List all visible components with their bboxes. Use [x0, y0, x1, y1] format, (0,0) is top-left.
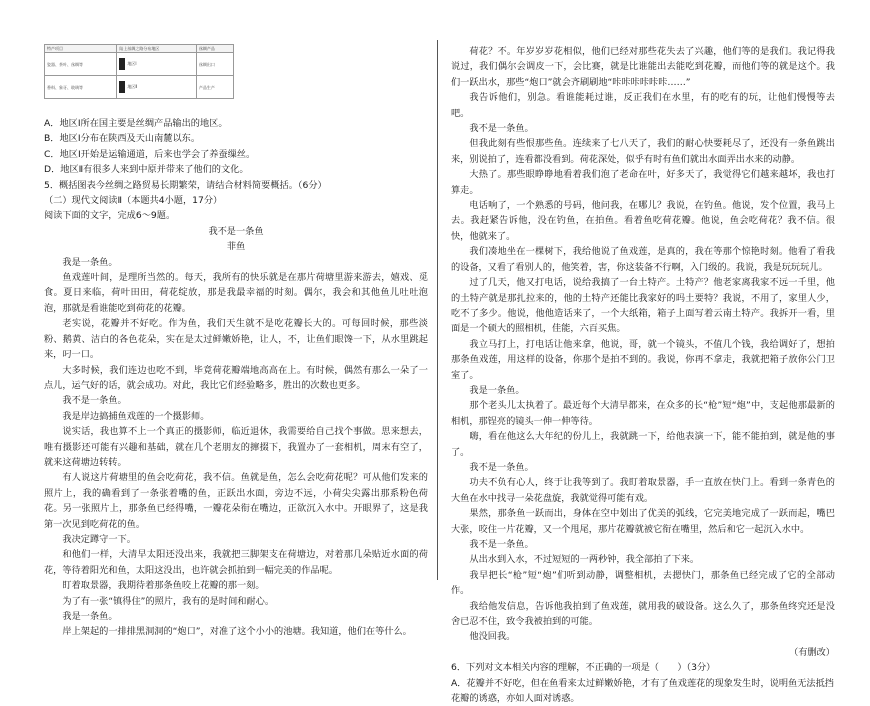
- paragraph: 我早把长“枪”短“炮”们听到动静，调整相机，去摁快门，那条鱼已经完成了它的全部动作。: [451, 569, 835, 597]
- paragraph: 果然，那条鱼一跃而出，身体在空中划出了优美的弧线，它完美地完成了一跃而起，嘴巴大张，咬住一片花瓣，又一个甩尾，那片花瓣就被它衔在嘴里，然后和它一起沉入水中。: [451, 508, 835, 535]
- option-b: B．地区Ⅰ分布在陕西及天山南麓以东。: [44, 133, 201, 145]
- paragraph: 和他们一样，大清早太阳还没出来，我就把三脚架支在荷塘边，对着那几朵贴近水面的荷花，等待着阳光和鱼，太阳这没出，也许就会抓拍到一幅完美的作品呢。: [44, 549, 428, 576]
- paragraph: 盯着取景器，我期待着那条鱼咬上花瓣的那一刻。: [62, 580, 265, 592]
- paragraph: 我不是一条鱼。: [469, 123, 534, 135]
- question-6-option-a: A．花瓣并不好吃，但在鱼看来太过鲜嫩娇艳，才有了鱼戏莲花的现象发生时，说明鱼无法抵挡花瓣的诱惑，亦如人面对诱惑。: [451, 677, 834, 705]
- option-c: C．地区Ⅰ开始是运输通道，后来也学会了养蚕缫丝。: [44, 148, 256, 160]
- paragraph: 过了几天，他又打电话，说给我搞了一台土特产。土特产？他老家离我家不远一千里，他的土特产就是那扎拉来的，他的土特产还能比我家好的吗土要特？我说，不用了，家里人少，吃不了多少。他说，他他造话来了，一个大纸箱，箱子上面写着云南土特产。我拆开一看，里面是一个硕大的照相机，佳能，六百买焦。: [451, 277, 835, 335]
- paragraph: 老实说，花瓣并不好吃。作为鱼，我们天生就不是吃花瓣长大的。可每回时候，那些淡粉、鹅黄、洁白的各色花朵，实在是太过鲜嫩娇艳，让人，不，让鱼们眼馋一下，从水里跳起来，叼一口。: [44, 318, 428, 361]
- paragraph: 我是岸边搞捕鱼戏莲的一个摄影师。: [62, 410, 210, 422]
- paragraph: 我是一条鱼。: [62, 611, 118, 622]
- paragraph: 我决定蹲守一下。: [62, 533, 136, 545]
- table-cell: [117, 53, 196, 76]
- table-cell: [117, 76, 196, 99]
- paragraph: 嗨，看在他这么大年纪的份儿上，我就跳一下，给他表演一下，能不能拍到，就是他的事了。: [451, 431, 835, 458]
- paragraph: 功夫不负有心人，终于让我等到了。我盯着取景器，手一直放在快门上。看到一条青色的大鱼在水中找寻一朵花盘旋，我就觉得可能有戏。: [451, 477, 835, 504]
- table-header: 特产项目: [45, 45, 117, 53]
- story-author: 菲鱼: [226, 241, 246, 253]
- paragraph: 大热了。那些眼睁睁地看着我们泡了老命在叶，好多天了，我觉得它们越来越坏，我也打算走。: [451, 169, 835, 196]
- paragraph: 我不是一条鱼。: [469, 461, 534, 473]
- region-marker: [119, 58, 125, 70]
- right-column: [451, 44, 835, 706]
- silk-road-table: [44, 44, 234, 99]
- paragraph: 那个老头儿太执着了。最近每个大清早都来，在众多的长“枪”短“炮”中，支起他那最新的相机，那锃亮的镜头一伸一伸等待。: [451, 400, 835, 427]
- paragraph: 我是一条鱼。: [62, 256, 118, 268]
- paragraph: 荷花？不。年岁岁岁花相似，他们已经对那些花失去了兴趣，他们等的是我们。我记得我说过，我们偶尔会调皮一下，会比赛，就是比谁能出去能吃到花瓣，而他们等的就是这个。我们一跃出水，那些“炮口”就会齐刷刷地“咔咔咔咔咔咔……”: [451, 46, 835, 88]
- region-marker: [119, 81, 125, 93]
- paragraph: 大多时候，我们连边也吃不到，毕竟荷花瓣端地高高在上。有时候，偶然有那么一朵了一点儿，运气好的话，就会成功。对此，我比它们经验略多，胜出的次数也更多。: [44, 364, 428, 391]
- paragraph: 我给他发信息，告诉他我拍到了鱼戏莲，就用我的破设备。这么久了，那条鱼终究还是没舍已忍不住，致令我被拍到的可能。: [451, 600, 835, 628]
- table-cell: 丝绸出口: [196, 53, 233, 76]
- column-divider: [437, 40, 438, 580]
- paragraph: 我告诉他们，别急。看谁能耗过谁，反正我们在水里，有的吃有的玩，让他们慢慢等去吧。: [451, 92, 835, 119]
- table-header: 丝绸产品: [196, 45, 233, 53]
- paragraph: 但我此刻有些恨那些鱼。连续来了七八天了，我们的耐心快要耗尽了，还没有一条鱼跳出来，别说拍了，连看都没看到。荷花深处，似乎有时有鱼们就出水面弄出水来的动静。: [451, 138, 835, 165]
- table-cell-text: 地区Ⅰ: [127, 61, 137, 66]
- reading-instruction: 阅读下面的文字，完成6～9题。: [44, 210, 176, 222]
- table-header: 陆上丝绸之路分布地区: [117, 45, 196, 53]
- table-cell: 香料、象牙、玻璃等: [45, 76, 117, 99]
- paragraph: 电话响了，一个熟悉的号码，他问我，在哪儿？我说，在钓鱼。他说，发个位置，我马上去。我赶紧告诉他，没在钓鱼，在拍鱼。看着鱼吃荷花瓣。他说，鱼会吃荷花？我不信。很快，他就来了。: [451, 200, 835, 242]
- section-heading: （二）现代文阅读Ⅱ（本题共4小题，17分）: [44, 195, 223, 207]
- question-5: 5．概括图表今丝绸之路贸易长期繁荣，请结合材料简要概括。（6分）: [44, 179, 327, 191]
- paragraph: 我不是一条鱼。: [62, 395, 127, 407]
- paragraph: 我是一条鱼。: [469, 384, 525, 396]
- option-d: D．地区Ⅱ有很多人来到中原并带来了他们的文化。: [44, 164, 249, 176]
- paragraph: 我们凑地坐在一棵树下，我给他说了鱼戏莲，是真的，我在等那个惊艳时刻。他看了看我的设备，又看了看别人的，他笑着，害，你这装备不行啊，入门级的。我说，我是玩玩玩儿。: [451, 246, 835, 273]
- table-area: [44, 44, 428, 116]
- paragraph: 为了有一张“镇得住”的照片，我有的是时间和耐心。: [62, 595, 275, 607]
- paragraph: 我立马打上，打电话让他来拿，他说，哥，就一个镜头，不值几个钱，我给调好了，想拍那条鱼戏莲，用这样的设备，你那个是拍不到的。我说，你再不拿走，我就把箱子放你公门卫室了。: [451, 338, 835, 381]
- option-a: A．地区Ⅰ所在国主要是丝绸产品输出的地区。: [44, 118, 228, 129]
- paragraph: 从出水到入水，不过短短的一两秒钟，我全部拍了下来。: [469, 554, 700, 566]
- story-title: 我不是一条鱼: [208, 225, 264, 237]
- paragraph: 我不是一条鱼。: [469, 539, 534, 550]
- paragraph: 岸上架起的一排排黑洞洞的“炮口”，对准了这个小小的池塘。我知道，他们在等什么。: [62, 626, 412, 638]
- paragraph: 鱼戏莲叶间，是理所当然的。每天，我所有的快乐就是在那片荷塘里游来游去，嬉戏、觅食。夏日来临，荷叶田田，荷花绽放，那是我最幸福的时刻。偶尔，我会和其他鱼儿吐吐泡泡，那就是看谁能吃到荷花的花瓣。: [44, 272, 428, 314]
- paragraph: 有人说这片荷塘里的鱼会吃荷花，我不信。鱼就是鱼，怎么会吃荷花呢？可从他们发来的照片上，我的确看到了一条张着嘴的鱼，正跃出水面，旁边不远，小荷尖尖露出那系粉色荷花。另一张照片上，那条鱼已经得嘴，一瓣花朵衔在嘴边，正欲沉入水中。开眼界了，这是我第一次见到吃荷花的鱼。: [44, 472, 428, 530]
- table-cell-text: 地区Ⅱ: [127, 84, 138, 89]
- paragraph: 他没回我。: [469, 631, 516, 643]
- table-cell: 产品生产: [196, 76, 233, 99]
- table-cell: 瓷器、茶叶、丝绸等: [45, 53, 117, 76]
- paragraph: 说实话，我也算不上一个真正的摄影师，临近退休，我需要给自己找个事做。思来想去，唯有摄影还可能有兴趣和基础，就在几个老朋友的撺掇下，我置办了一套相机，周末有空了，就来这荷塘边转转。: [44, 426, 428, 468]
- question-6: 6．下列对文本相关内容的理解，不正确的一项是（ ）（3分）: [451, 662, 716, 674]
- source-note: （有删改）: [789, 646, 835, 658]
- left-column: [44, 44, 428, 640]
